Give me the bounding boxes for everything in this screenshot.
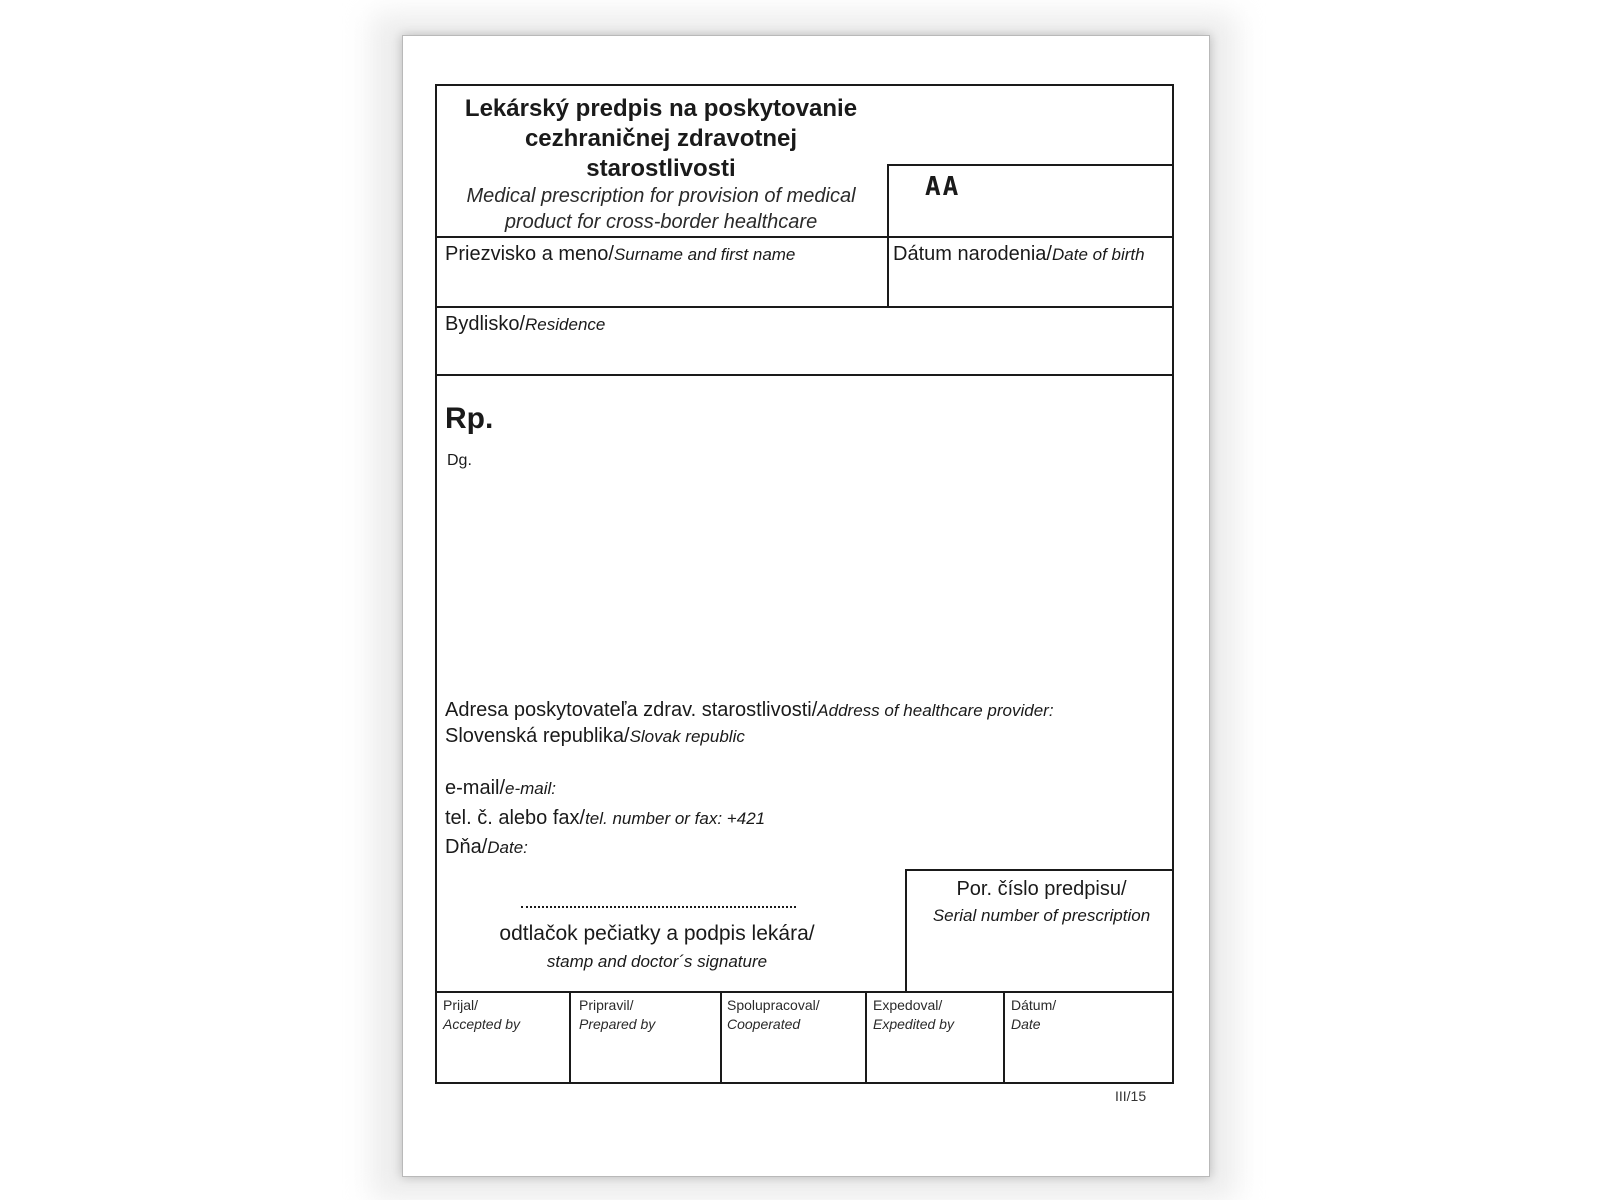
serial-number-label-sk: Por. číslo predpisu/: [956, 878, 1127, 900]
cooperated-cell[interactable]: [727, 996, 820, 1034]
row-divider: [437, 306, 1174, 308]
email-field[interactable]: [445, 776, 556, 801]
row-divider: [437, 236, 1174, 238]
provider-address-en: Address of healthcare provider:: [817, 701, 1054, 720]
country-sk: Slovenská republika/: [445, 725, 630, 747]
form-title-sk: [441, 94, 881, 184]
cell-divider: [720, 991, 722, 1084]
prescription-sheet: [402, 35, 1210, 1177]
date-label-en: Date:: [487, 838, 528, 857]
prepared-by-sk: Pripravil/: [579, 997, 634, 1013]
country-en: Slovak republic: [629, 727, 745, 746]
date-cell[interactable]: [1011, 996, 1056, 1034]
expedited-by-en: Expedited by: [873, 1016, 954, 1032]
accepted-by-en: Accepted by: [443, 1016, 521, 1032]
residence-label-en: Residence: [525, 315, 606, 334]
surname-label-sk: Priezvisko a meno/: [445, 243, 614, 265]
birth-date-label-en: Date of birth: [1051, 245, 1145, 264]
phone-label-sk: tel. č. alebo fax/: [445, 807, 586, 829]
form-title-sk-line: Lekárský predpis na poskytovanie: [464, 95, 858, 122]
code-box-top-border: [887, 164, 1174, 166]
row-divider: [437, 374, 1174, 376]
rp-label: Rp.: [445, 402, 494, 435]
serial-number-label-en: Serial number of prescription: [932, 906, 1151, 925]
form-title-en-line: Medical prescription for provision of medical: [466, 185, 856, 207]
email-label-en: e-mail:: [505, 779, 557, 798]
surname-field[interactable]: [445, 242, 795, 267]
bottom-row-top-border: [437, 991, 1174, 993]
surname-label-en: Surname and first name: [613, 245, 796, 264]
form-title-en: [441, 183, 881, 235]
date-field[interactable]: [445, 835, 528, 860]
form-title-en-line: product for cross-border healthcare: [504, 211, 818, 233]
form-title-sk-line: starostlivosti: [586, 155, 736, 182]
expedited-by-cell[interactable]: [873, 996, 954, 1034]
cooperated-sk: Spolupracoval/: [727, 997, 820, 1013]
form-title-sk-line: cezhraničnej zdravotnej: [524, 125, 798, 152]
cell-divider: [569, 991, 571, 1084]
accepted-by-cell[interactable]: [443, 996, 520, 1034]
provider-address-label: [445, 698, 1054, 723]
date-cell-en: Date: [1011, 1016, 1041, 1032]
date-cell-sk: Dátum/: [1011, 997, 1057, 1013]
cooperated-en: Cooperated: [727, 1016, 801, 1032]
expedited-by-sk: Expedoval/: [873, 997, 943, 1013]
accepted-by-sk: Prijal/: [443, 997, 479, 1013]
birth-date-label-sk: Dátum narodenia/: [893, 243, 1052, 265]
cell-divider: [865, 991, 867, 1084]
prepared-by-en: Prepared by: [579, 1016, 656, 1032]
phone-label-en: tel. number or fax: +421: [585, 809, 766, 828]
signature-line[interactable]: [521, 906, 796, 908]
form-code: III/15: [1115, 1088, 1147, 1104]
diagnosis-label: Dg.: [447, 452, 472, 469]
signature-label-sk: odtlačok pečiatky a podpis lekára/: [499, 922, 815, 945]
email-label-sk: e-mail/: [445, 777, 506, 799]
signature-label-en: stamp and doctor´s signature: [546, 952, 768, 971]
date-label-sk: Dňa/: [445, 836, 488, 858]
residence-field[interactable]: [445, 312, 605, 337]
residence-label-sk: Bydlisko/: [445, 313, 526, 335]
prescription-form: [435, 84, 1174, 1084]
serial-box-top-border: [905, 869, 1174, 871]
cell-divider: [1003, 991, 1005, 1084]
phone-field[interactable]: [445, 806, 765, 831]
prepared-by-cell[interactable]: [579, 996, 655, 1034]
birth-date-field[interactable]: [893, 242, 1145, 267]
prescription-code: AA: [925, 172, 961, 202]
country-label: [445, 724, 745, 749]
provider-address-sk: Adresa poskytovateľa zdrav. starostlivosti/: [445, 699, 818, 721]
